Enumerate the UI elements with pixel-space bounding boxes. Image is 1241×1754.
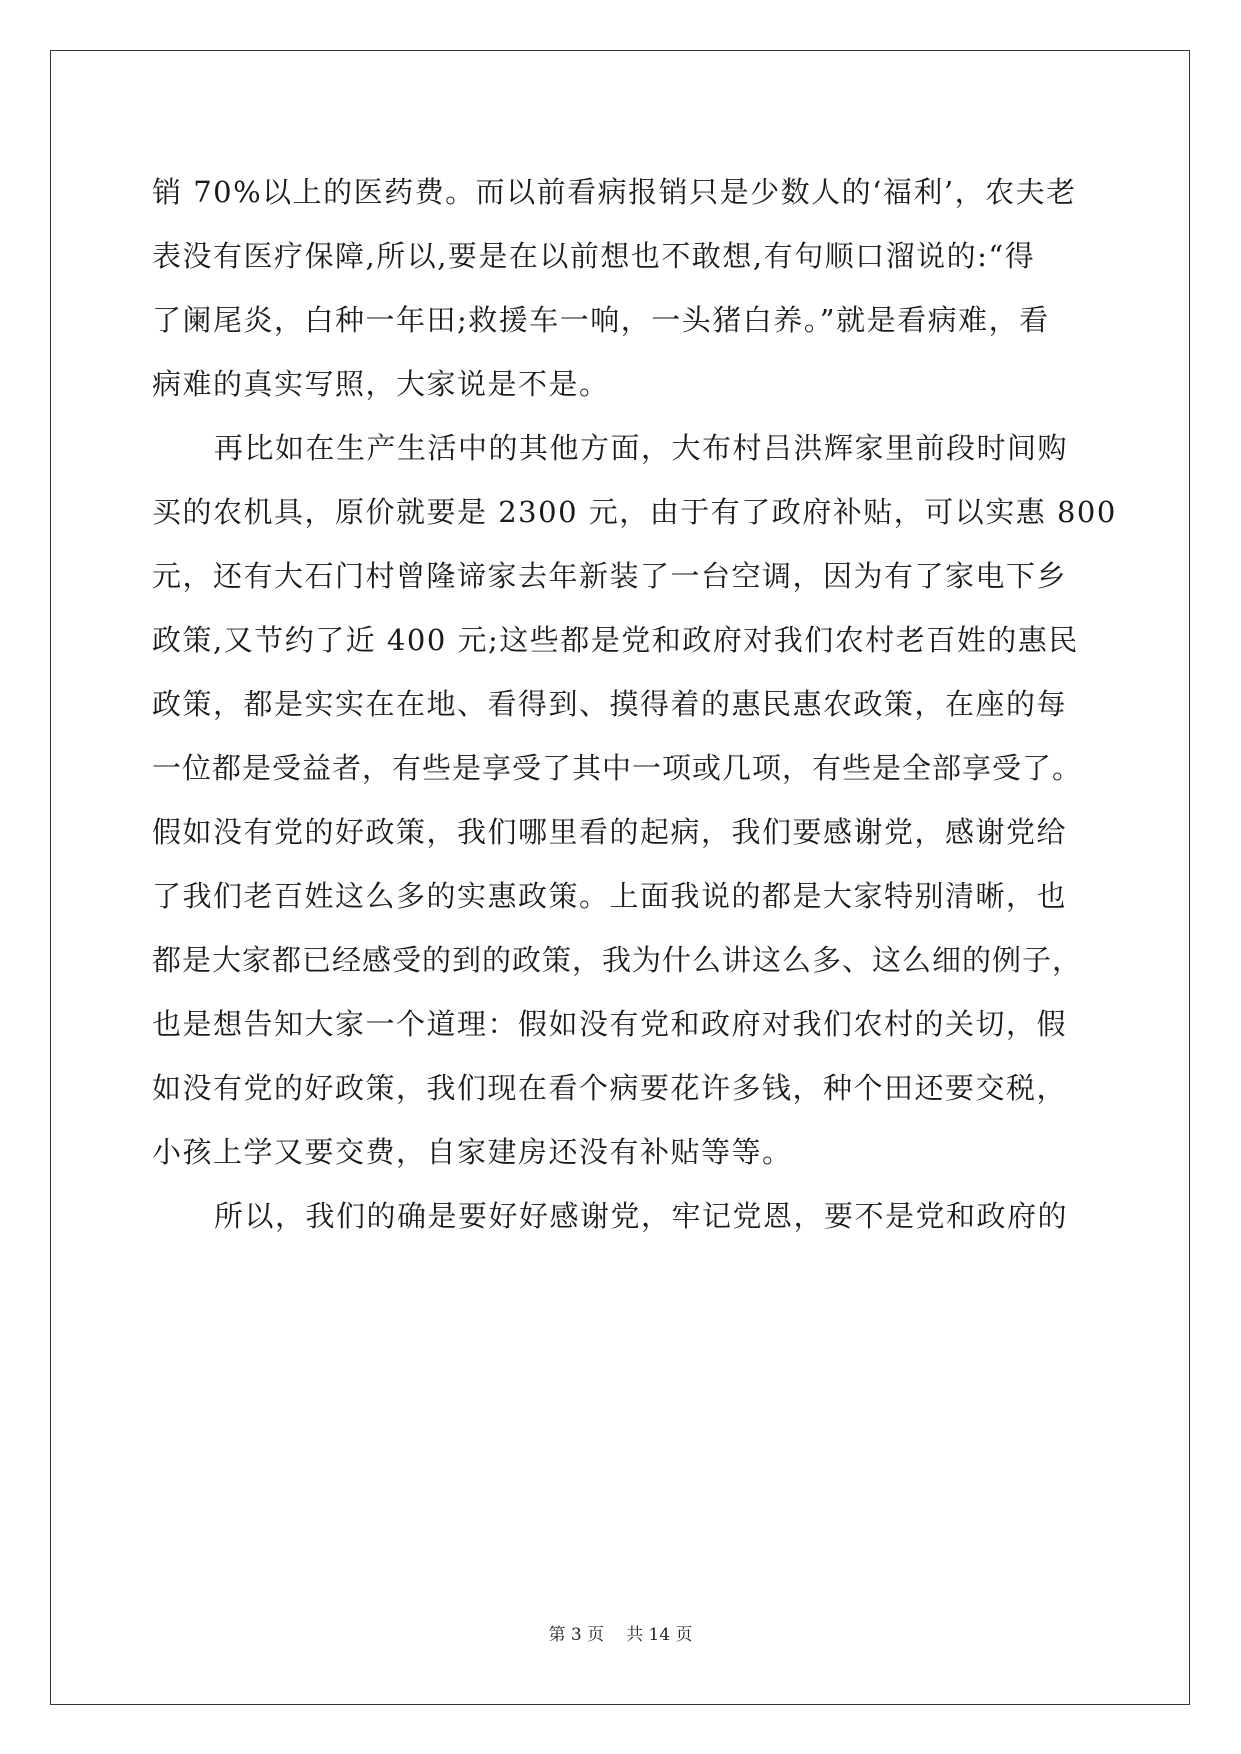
- page-footer: [0, 1620, 1241, 1645]
- text-line: 了阑尾炎，白种一年田;救援车一响，一头猪白养。”就是看病难，看: [152, 303, 1050, 337]
- document-body: [152, 160, 1117, 1248]
- text-line: 如没有党的好政策，我们现在看个病要花许多钱，种个田还要交税，: [152, 1071, 1068, 1105]
- text-line: 了我们老百姓这么多的实惠政策。上面我说的都是大家特别清晰，也: [152, 879, 1068, 913]
- total-pages: 共 14 页: [626, 1625, 693, 1645]
- text-line: 也是想告知大家一个道理：假如没有党和政府对我们农村的关切，假: [152, 1007, 1068, 1041]
- text-line: 表没有医疗保障,所以,要是在以前想也不敢想,有句顺口溜说的:“得: [152, 239, 1036, 273]
- text-line: 政策，都是实实在在地、看得到、摸得着的惠民惠农政策，在座的每: [152, 687, 1068, 721]
- text-line: 病难的真实写照，大家说是不是。: [152, 367, 610, 401]
- text-line: 都是大家都已经感受的到的政策，我为什么讲这么多、这么细的例子，: [152, 943, 1083, 977]
- page-number: 第 3 页: [548, 1625, 605, 1645]
- text-line: 销 70%以上的医药费。而以前看病报销只是少数人的‘福利’，农夫老: [152, 175, 1077, 209]
- text-line: 小孩上学又要交费，自家建房还没有补贴等等。: [152, 1135, 793, 1169]
- text-line: 元，还有大石门村曾隆谛家去年新装了一台空调，因为有了家电下乡: [152, 559, 1068, 593]
- text-line: 政策,又节约了近 400 元;这些都是党和政府对我们农村老百姓的惠民: [152, 623, 1079, 657]
- text-line: 所以，我们的确是要好好感谢党，牢记党恩，要不是党和政府的: [214, 1199, 1069, 1233]
- text-line: 假如没有党的好政策，我们哪里看的起病，我们要感谢党，感谢党给: [152, 815, 1068, 849]
- text-line: 一位都是受益者，有些是享受了其中一项或几项，有些是全部享受了。: [152, 751, 1083, 785]
- text-line: 买的农机具，原价就要是 2300 元，由于有了政府补贴，可以实惠 800: [152, 495, 1117, 529]
- text-line: 再比如在生产生活中的其他方面，大布村吕洪辉家里前段时间购: [214, 431, 1069, 465]
